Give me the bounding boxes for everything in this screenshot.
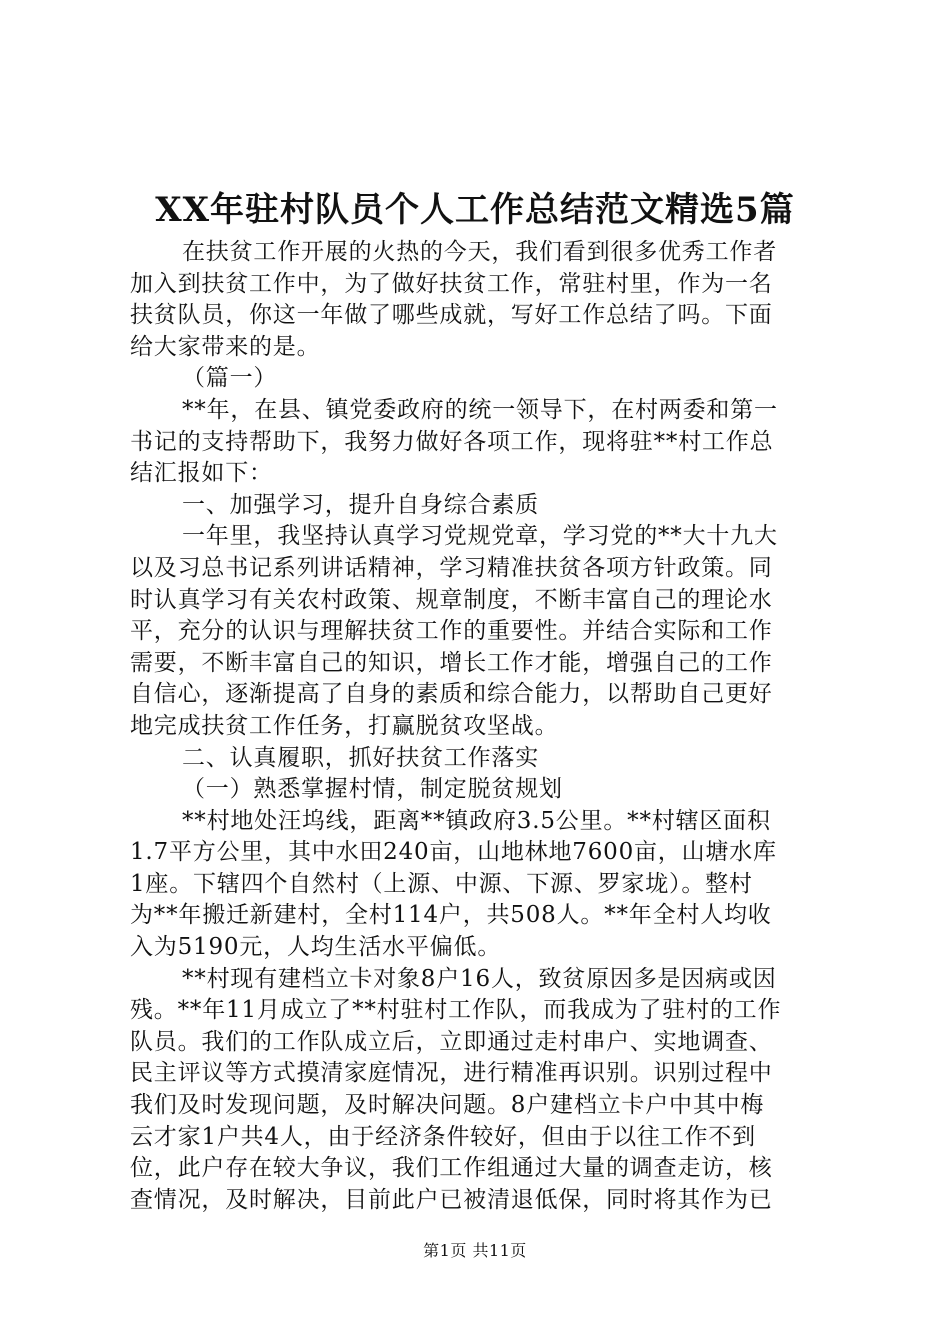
text-line: 为**年搬迁新建村，全村114户，共508人。**年全村人均收 (130, 902, 772, 929)
text-line: 民主评议等方式摸清家庭情况，进行精准再识别。识别过程中 (130, 1060, 773, 1087)
text-line: 云才家1户共4人，由于经济条件较好，但由于以往工作不到 (130, 1123, 756, 1150)
page-number-footer: 第1页 共11页 (423, 1241, 527, 1260)
section-heading (130, 490, 830, 522)
text-line: 一年里，我坚持认真学习党规党章，学习党的**大十九大 (182, 523, 778, 550)
text-line: 给大家带来的是。 (130, 333, 321, 360)
text-line: **村现有建档立卡对象8户16人，致贫原因多是因病或因 (182, 965, 777, 992)
text-line: 在扶贫工作开展的火热的今天，我们看到很多优秀工作者 (182, 239, 777, 265)
paragraph (130, 395, 830, 490)
text-line: 结汇报如下： (130, 460, 273, 487)
text-line: 队员。我们的工作队成立后，立即通过走村串户、实地调查、 (130, 1028, 773, 1055)
text-line: 需要，不断丰富自己的知识，增长工作才能，增强自己的工作 (130, 649, 773, 676)
section-heading (130, 743, 830, 775)
paragraph (130, 964, 830, 1217)
subsection-heading (130, 774, 830, 806)
text-line: 以及习总书记系列讲话精神，学习精准扶贫各项方针政策。同 (130, 554, 773, 581)
text-line: 自信心，逐渐提高了自身的素质和综合能力，以帮助自己更好 (130, 681, 773, 708)
text-line: 查情况，及时解决，目前此户已被清退低保，同时将其作为已 (130, 1186, 773, 1213)
document-body (130, 237, 830, 1216)
paragraph (130, 237, 830, 363)
text-line: 残。**年11月成立了**村驻村工作队，而我成为了驻村的工作 (130, 997, 782, 1024)
paragraph (130, 521, 830, 742)
text-line: **村地处汪坞线，距离**镇政府3.5公里。**村辖区面积 (182, 807, 771, 834)
text-line: 扶贫队员，你这一年做了哪些成就，写好工作总结了吗。下面 (130, 302, 773, 329)
text-line: （篇一） (182, 365, 278, 392)
text-line: 入为5190元，人均生活水平偏低。 (130, 934, 502, 961)
text-line: 地完成扶贫工作任务，打赢脱贫攻坚战。 (130, 712, 559, 739)
text-line: 位，此户存在较大争议，我们工作组通过大量的调查走访，核 (130, 1155, 773, 1182)
text-line: 二、认真履职，抓好扶贫工作落实 (182, 744, 539, 771)
text-line: **年，在县、镇党委政府的统一领导下，在村两委和第一 (182, 396, 778, 423)
text-line: 书记的支持帮助下，我努力做好各项工作，现将驻**村工作总 (130, 428, 774, 455)
text-line: 加入到扶贫工作中，为了做好扶贫工作，常驻村里，作为一名 (130, 270, 773, 297)
paragraph (130, 806, 830, 964)
document-title: XX年驻村队员个人工作总结范文精选5篇 (155, 190, 795, 230)
section-label (130, 363, 830, 395)
text-line: 1.7平方公里，其中水田240亩，山地林地7600亩，山塘水库 (130, 839, 777, 866)
text-line: （一）熟悉掌握村情，制定脱贫规划 (182, 776, 563, 803)
text-line: 时认真学习有关农村政策、规章制度，不断丰富自己的理论水 (130, 586, 773, 613)
text-line: 平，充分的认识与理解扶贫工作的重要性。并结合实际和工作 (130, 618, 773, 645)
text-line: 我们及时发现问题，及时解决问题。8户建档立卡户中其中梅 (130, 1092, 765, 1119)
text-line: 一、加强学习，提升自身综合素质 (182, 491, 539, 518)
text-line: 1座。下辖四个自然村（上源、中源、下源、罗家垅）。整村 (130, 870, 753, 897)
